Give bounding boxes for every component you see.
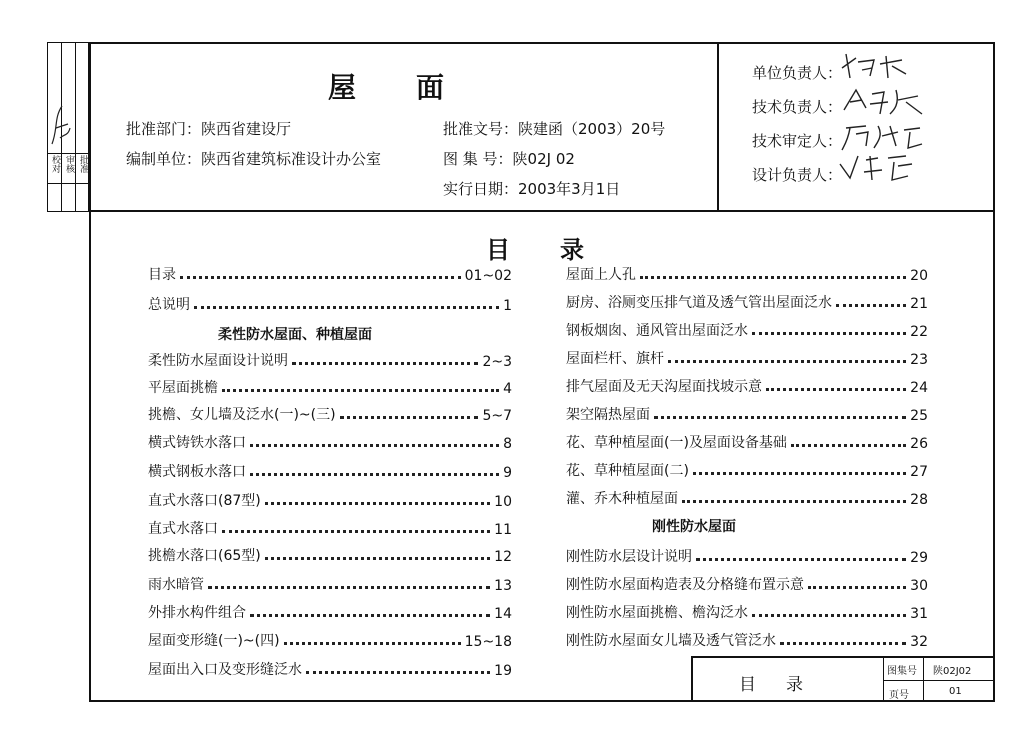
toc-item: 花、草种植屋面(二) 27: [566, 463, 928, 480]
toc-item: 屋面栏杆、旗杆 23: [566, 351, 928, 368]
toc-item: 花、草种植屋面(一)及屋面设备基础 26: [566, 435, 928, 452]
signature-unit-head: [836, 48, 926, 84]
toc-item: 直式水落口(87型) 10: [148, 493, 512, 510]
signature-tech-head: [840, 84, 930, 120]
toc-item: 雨水暗管 13: [148, 577, 512, 594]
toc-item: 刚性防水层设计说明 29: [566, 549, 928, 566]
toc-item: 横式钢板水落口 9: [148, 464, 512, 481]
signature-tech-review: [840, 118, 930, 154]
toc-item: 直式水落口 11: [148, 521, 512, 538]
toc-item: 平屋面挑檐 4: [148, 380, 512, 397]
unit-head-label: 单位负责人：: [752, 64, 843, 82]
toc-item: 刚性防水屋面挑檐、檐沟泛水 31: [566, 605, 928, 622]
page-no-value: 01: [949, 686, 962, 697]
toc-item: 架空隔热屋面 25: [566, 407, 928, 424]
toc-item: 钢板烟囱、通风管出屋面泛水 22: [566, 323, 928, 340]
toc-item: 排气屋面及无天沟屋面找坡示意 24: [566, 379, 928, 396]
toc-item: 柔性防水屋面设计说明 2~3: [148, 353, 512, 370]
strip-label-check: 校对: [50, 155, 60, 173]
title-block: [691, 656, 995, 702]
atlas-no-label: 图集号: [887, 666, 917, 677]
toc-section-heading: 柔性防水屋面、种植屋面: [218, 327, 372, 343]
page-no-label: 页号: [889, 690, 909, 701]
toc-item: 目录 01~02: [148, 267, 512, 284]
toc-item: 外排水构件组合 14: [148, 605, 512, 622]
toc-title: 目录: [486, 235, 634, 264]
toc-item: 屋面上人孔 20: [566, 267, 928, 284]
tech-head-label: 技术负责人：: [752, 98, 843, 116]
toc-item: 横式铸铁水落口 8: [148, 435, 512, 452]
strip-signature: [48, 98, 74, 148]
strip-label-approve: 批准: [78, 155, 88, 173]
signature-design-head: [836, 150, 926, 190]
compile-unit: 编制单位：陕西省建筑标准设计办公室: [126, 150, 382, 168]
approval-doc: 批准文号：陕建函（2003）20号: [443, 120, 666, 138]
toc-item: 灌、乔木种植屋面 28: [566, 491, 928, 508]
title-block-title: 目录: [739, 675, 833, 695]
toc-item: 总说明 1: [148, 297, 512, 314]
effective-date: 实行日期：2003年3月1日: [443, 180, 621, 198]
toc-item: 厨房、浴厕变压排气道及透气管出屋面泛水 21: [566, 295, 928, 312]
toc-item: 屋面出入口及变形缝泛水 19: [148, 662, 512, 679]
left-sign-strip: [47, 42, 89, 212]
approval-dept: 批准部门：陕西省建设厅: [126, 120, 292, 138]
toc-section-heading: 刚性防水屋面: [652, 519, 736, 535]
toc-item: 挑檐、女儿墙及泛水(一)~(三) 5~7: [148, 407, 512, 424]
toc-item: 挑檐水落口(65型) 12: [148, 548, 512, 565]
atlas-no-value: 陕02J02: [933, 666, 972, 677]
design-head-label: 设计负责人：: [752, 166, 843, 184]
toc-item: 屋面变形缝(一)~(四) 15~18: [148, 633, 512, 650]
toc-item: 刚性防水屋面女儿墙及透气管泛水 32: [566, 633, 928, 650]
toc-item: 刚性防水屋面构造表及分格缝布置示意 30: [566, 577, 928, 594]
tech-review-label: 技术审定人：: [752, 132, 843, 150]
page-title: 屋面: [328, 71, 505, 104]
strip-label-review: 审核: [64, 155, 74, 173]
atlas-number: 图 集 号：陕02J 02: [443, 150, 575, 168]
